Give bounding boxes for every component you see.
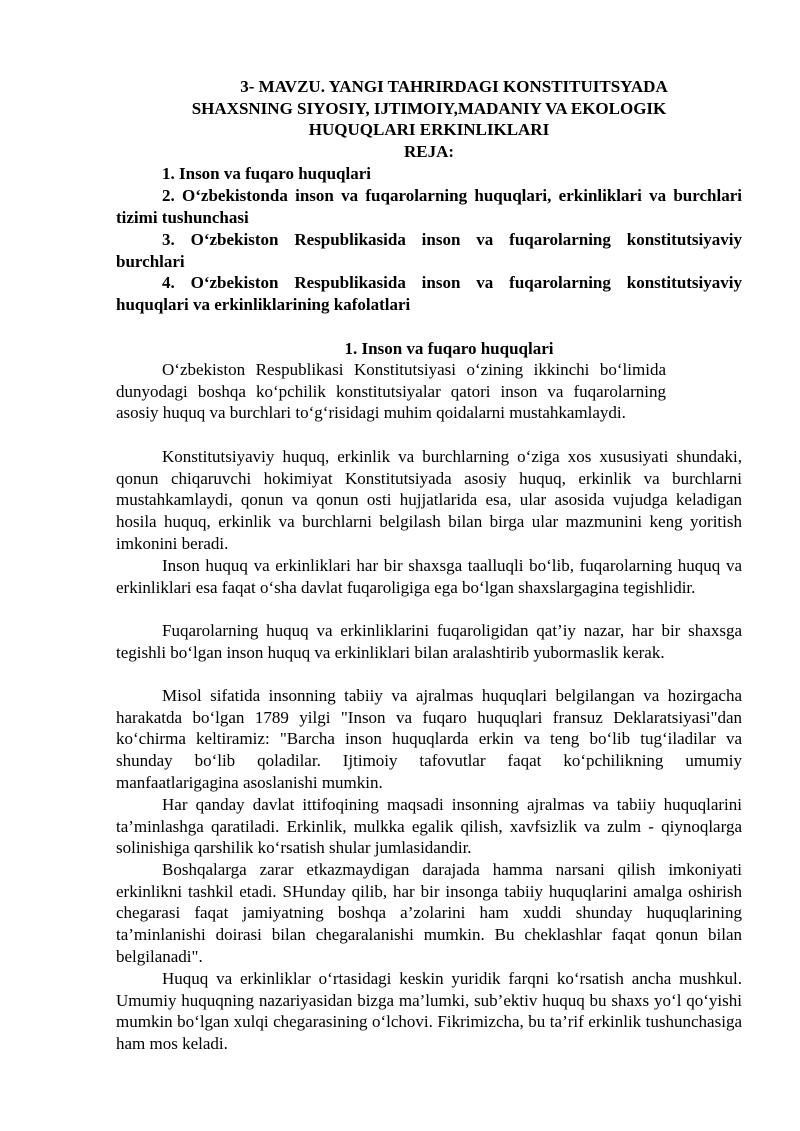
document-title <box>116 76 742 163</box>
paragraph-4: Fuqarolarning huquq va erkinliklarini fuqaroligidan qat’iy nazar, har bir shaxsga tegishli bo‘lgan inson huquq va erkinliklari bilan aralashtirib yubormaslik kerak. <box>116 621 742 662</box>
section-heading: 1. Inson va fuqaro huquqlari <box>344 339 554 358</box>
paragraph-1: O‘zbekiston Respublikasi Konstitutsiyasi o‘zining ikkinchi bo‘limida dunyodagi boshqa ko‘pchilik konstitutsiyalar qatori inson va fuqarolarning asosiy huquq va burchlari to‘g‘risidagi muhim qoidalarni mustahkamlaydi. <box>116 360 666 423</box>
paragraph-7: Boshqalarga zarar etkazmaydigan darajada hamma narsani qilish imkoniyati erkinlikni tashkil etadi. SHunday qilib, har bir insonga tabiiy huquqlarini amalga oshirish chegarasi faqat jamiyatning boshqa a’zolarini ham xuddi shunday huquqlarining ta’minlanishi doirasi bilan chegaralanishi mumkin. Bu cheklashlar faqat qonun bilan belgilanadi". <box>116 860 742 966</box>
title-line-1: 3- MAVZU. YANGI TAHRIRDAGI KONSTITUITSYADA <box>240 77 668 96</box>
plan-item-2: 2. O‘zbekistonda inson va fuqarolarning huquqlari, erkinliklari va burchlari tizimi tushunchasi <box>116 186 742 227</box>
paragraph-8: Huquq va erkinliklar o‘rtasidagi keskin yuridik farqni ko‘rsatish ancha mushkul. Umumiy huquqning nazariyasidan bizga ma’lumki, sub’ektiv huquq bu shaxs yo‘l qo‘yishi mumkin bo‘lgan xulqi chegarasining o‘lchovi. Fikrimizcha, bu ta’rif erkinlik tushunchasiga ham mos keladi. <box>116 969 742 1054</box>
paragraph-2: Konstitutsiyaviy huquq, erkinlik va burchlarning o‘ziga xos xususiyati shundaki, qonun chiqaruvchi hokimiyat Konstitutsiyada asosiy huquq, erkinlik va burchlarni mustahkamlaydi, qonun va qonun osti hujjatlarida esa, ular asosida vujudga keladigan hosila huquq, erkinlik va burchlarni belgilash bilan birga ular mazmunini keng yoritish imkonini beradi. <box>116 447 742 553</box>
plan-item-4: 4. O‘zbekiston Respublikasida inson va fuqarolarning konstitutsiyaviy huquqlari va erkinliklarining kafolatlari <box>116 273 742 314</box>
title-line-2: SHAXSNING SIYOSIY, IJTIMOIY,MADANIY VA EKOLOGIK <box>191 98 667 118</box>
paragraph-6: Har qanday davlat ittifoqining maqsadi insonning ajralmas va tabiiy huquqlarini ta’minlashga qaratiladi. Erkinlik, mulkka egalik qilish, xavfsizlik va zulm - qiynoqlarga solinishiga qarshilik ko‘rsatish shular jumlasidandir. <box>116 795 742 858</box>
plan-heading: REJA: <box>403 142 455 162</box>
title-line-3: HUQUQLARI ERKINLIKLARI <box>308 120 550 140</box>
paragraph-5: Misol sifatida insonning tabiiy va ajralmas huquqlari belgilangan va hozirgacha harakatda bo‘lgan 1789 yilgi "Inson va fuqaro huquqlari fransuz Deklaratsiyasi"dan ko‘chirma keltiramiz: "Barcha inson huquqlarda erkin va teng bo‘lib tug‘iladilar va shunday bo‘lib qoladilar. Ijtimoiy tafovutlar faqat ko‘pchilikning umumiy manfaatlarigagina asoslanishi mumkin. <box>116 686 742 792</box>
plan-item-3: 3. O‘zbekiston Respublikasida inson va fuqarolarning konstitutsiyaviy burchlari <box>116 230 742 271</box>
paragraph-3: Inson huquq va erkinliklari har bir shaxsga taalluqli bo‘lib, fuqarolarning huquq va erkinliklari esa faqat o‘sha davlat fuqaroligiga ega bo‘lgan shaxslargagina tegishlidir. <box>116 556 742 597</box>
plan-item-1: 1. Inson va fuqaro huquqlari <box>162 164 371 183</box>
